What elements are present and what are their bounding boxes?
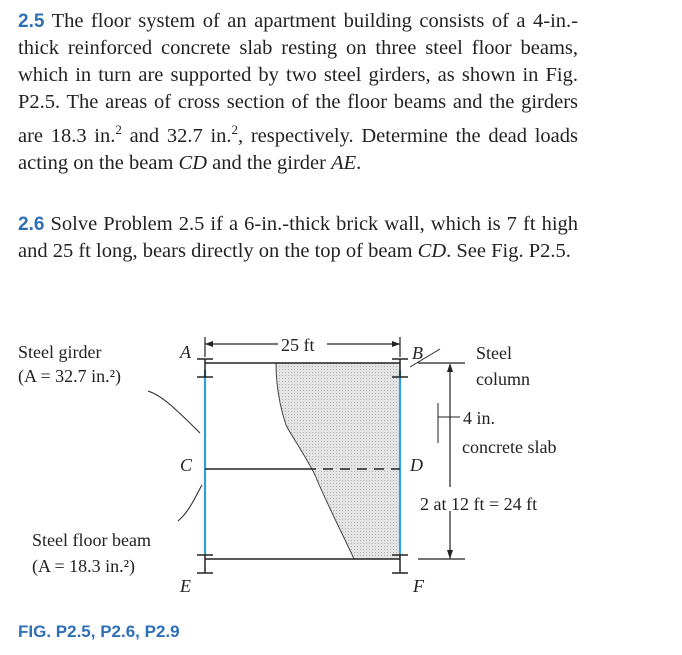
point-a-label: A <box>180 342 191 362</box>
figure-caption: FIG. P2.5, P2.6, P2.9 <box>18 622 180 641</box>
point-d-label: D <box>410 455 423 475</box>
text-run: Solve Problem 2.5 if a 6-in.-thick brick wall, which is 7 ft high and 25 ft long, bears directly on the top of beam <box>18 213 579 262</box>
slab-cutaway <box>276 363 400 559</box>
text-run: The floor system of an apartment building consists of a 4-in.-thick reinforced concrete slab resting on three steel floor beams, which in turn are supported by two steel girders, as shown in Fig. P2.5. The areas of cross section of the floor beams and the girders are 18.3 in. <box>18 10 578 147</box>
superscript: 2 <box>115 122 122 137</box>
spacing-label: 2 at 12 ft = 24 ft <box>420 494 538 514</box>
problem-number: 2.5 <box>18 11 45 32</box>
problem-number: 2.6 <box>18 214 45 235</box>
slab-thickness-label: 4 in. <box>463 408 496 428</box>
point-e-label: E <box>180 576 191 596</box>
girder-area-label: (A = 32.7 in.²) <box>18 366 122 386</box>
superscript: 2 <box>231 122 239 137</box>
figure-p2-5 <box>0 315 682 615</box>
problem-text <box>18 213 578 262</box>
beam-area-label: (A = 18.3 in.²) <box>32 556 136 576</box>
i-section-e <box>197 555 213 573</box>
text-run: . <box>356 151 362 174</box>
steel-column-label-2: column <box>476 369 530 389</box>
span-label: 25 ft <box>281 335 315 355</box>
problem-text <box>18 10 578 174</box>
italic-symbol: AE <box>331 151 357 174</box>
steel-column-label: Steel <box>476 343 512 363</box>
steel-girder-label: Steel girder <box>18 342 102 362</box>
text-run: and the girder <box>207 151 332 174</box>
dimension-24ft <box>418 363 465 559</box>
text-run: , respectively. Determine the dead loads acting on the beam <box>18 124 578 174</box>
text-run: . See Fig. P2.5. <box>446 240 571 262</box>
italic-symbol: CD <box>178 151 208 174</box>
text-run: and 32.7 in. <box>121 124 232 147</box>
problem-2-6 <box>18 211 578 265</box>
point-c-label: C <box>180 455 193 475</box>
i-section-a <box>197 359 213 377</box>
point-b-label: B <box>412 343 423 363</box>
point-f-label: F <box>413 576 424 596</box>
italic-symbol: CD <box>417 240 447 262</box>
slab-label: concrete slab <box>462 437 557 457</box>
floor-beam-label: Steel floor beam <box>32 530 151 550</box>
problem-2-5 <box>18 8 578 177</box>
